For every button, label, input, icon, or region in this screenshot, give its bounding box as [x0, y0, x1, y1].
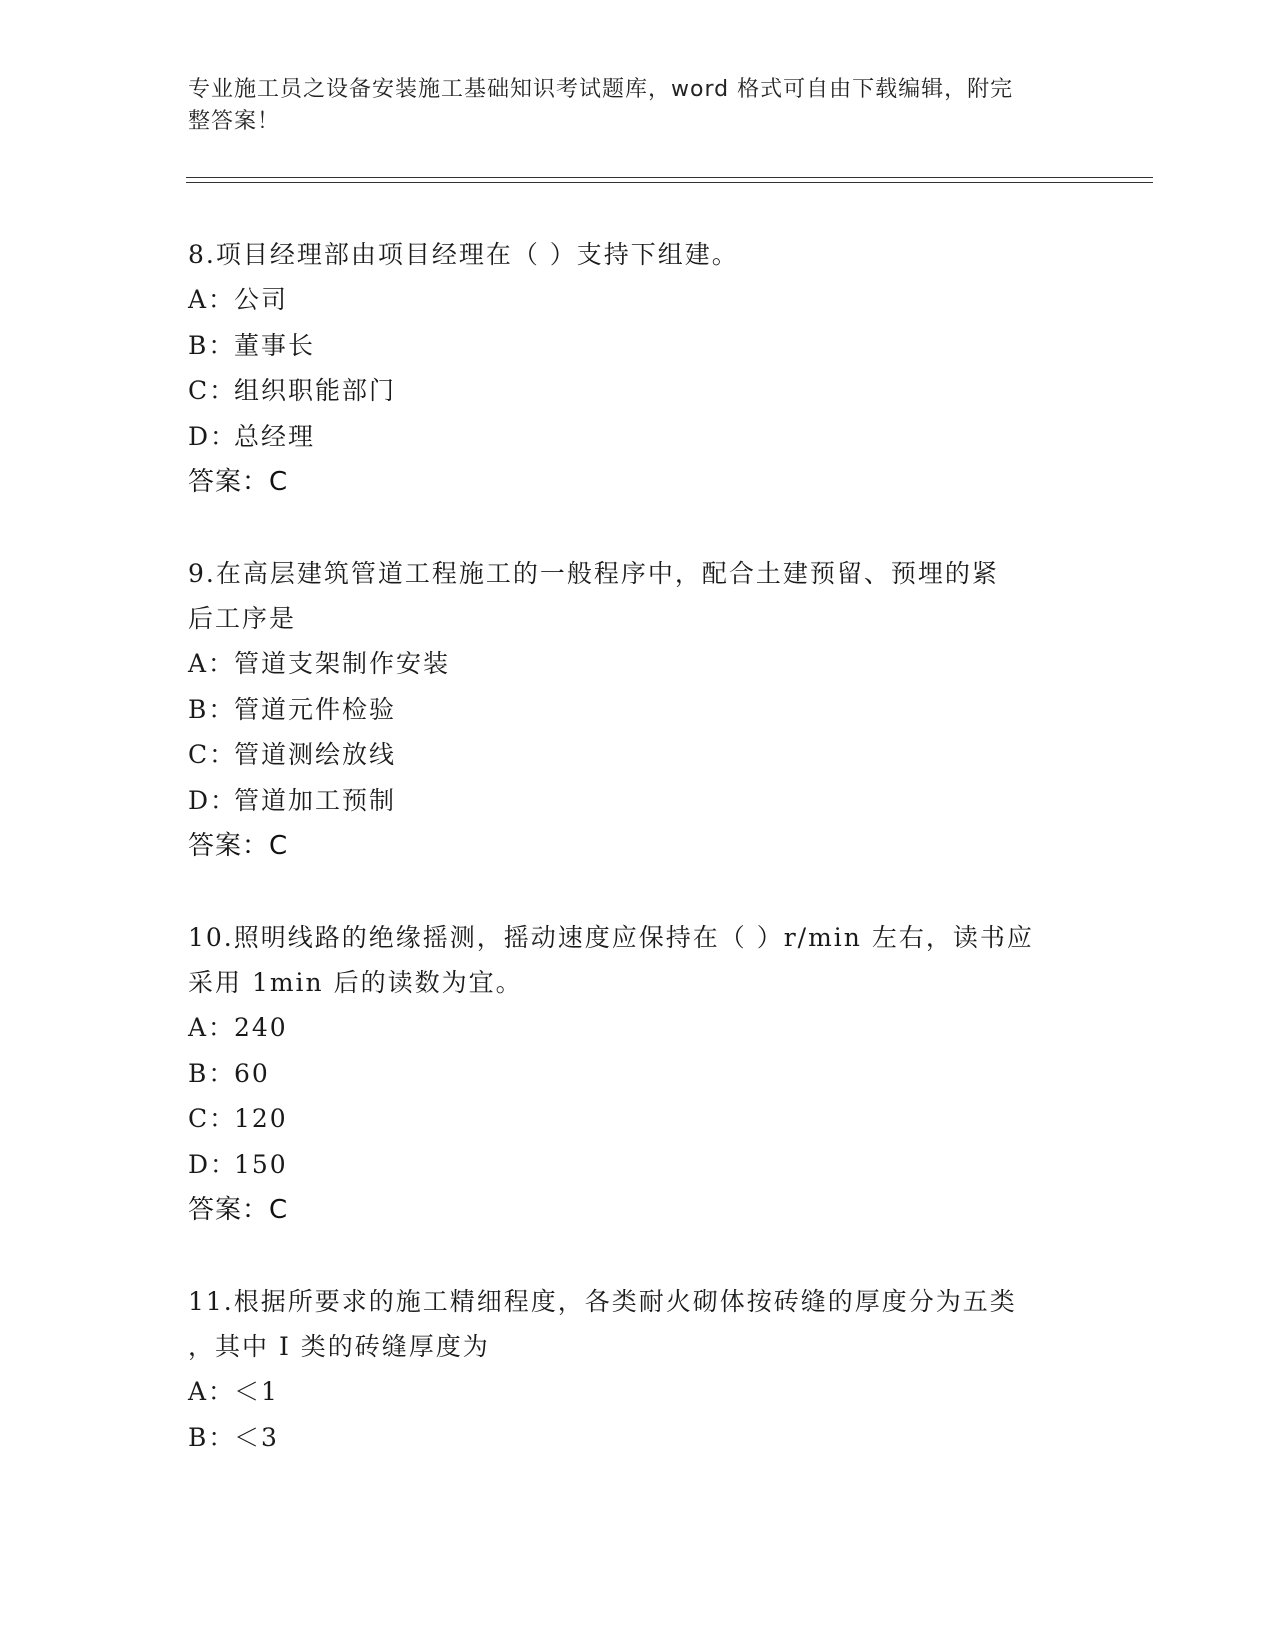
option-key: A： — [188, 285, 236, 314]
answer-label: 答案：C — [188, 467, 289, 497]
header-line-2: 整答案！ — [188, 109, 281, 134]
option-c — [188, 368, 1088, 414]
question-title-line-2: ，其中 I 类的砖缝厚度为 — [188, 1332, 490, 1361]
option-key: D： — [188, 421, 238, 451]
option-key: A： — [188, 1013, 236, 1042]
header-divider-top — [186, 177, 1153, 178]
document-header — [188, 74, 1088, 138]
option-key: C： — [188, 740, 237, 769]
option-key: B： — [188, 694, 236, 724]
header-line-1: 专业施工员之设备安装施工基础知识考试题库，word 格式可自由下载编辑，附完 — [188, 77, 1014, 102]
question-10 — [188, 915, 1088, 1233]
question-11 — [188, 1279, 1088, 1460]
option-b — [188, 1051, 1088, 1097]
option-d — [188, 414, 1088, 460]
question-9 — [188, 551, 1088, 869]
option-text: ＜1 — [234, 1377, 279, 1406]
option-text: 董事长 — [234, 330, 316, 360]
option-text: 120 — [234, 1104, 288, 1133]
option-text: 150 — [234, 1149, 288, 1179]
question-title: 8.项目经理部由项目经理在（ ）支持下组建。 — [188, 240, 739, 269]
option-text: 管道元件检验 — [234, 694, 397, 724]
option-key: B： — [188, 1422, 236, 1452]
question-title-line-2: 后工序是 — [188, 604, 297, 633]
option-a — [188, 1005, 1088, 1051]
option-text: 公司 — [234, 285, 289, 314]
answer-label: 答案：C — [188, 831, 289, 861]
question-title-line-1: 9.在高层建筑管道工程施工的一般程序中，配合土建预留、预埋的紧 — [188, 559, 999, 588]
option-b — [188, 1415, 1088, 1461]
question-title-line-2: 采用 1min 后的读数为宜。 — [188, 968, 523, 997]
option-key: A： — [188, 1377, 236, 1406]
header-divider-bottom — [186, 182, 1153, 183]
option-d — [188, 1142, 1088, 1188]
answer-label: 答案：C — [188, 1195, 289, 1225]
option-b — [188, 323, 1088, 369]
option-key: A： — [188, 649, 236, 678]
option-a — [188, 641, 1088, 687]
option-b — [188, 687, 1088, 733]
option-c — [188, 732, 1088, 778]
option-a — [188, 1369, 1088, 1415]
option-a — [188, 277, 1088, 323]
option-text: 管道测绘放线 — [234, 740, 397, 769]
option-c — [188, 1096, 1088, 1142]
option-text: 240 — [234, 1013, 288, 1042]
option-text: 组织职能部门 — [234, 376, 397, 405]
option-text: 60 — [234, 1058, 270, 1088]
option-key: B： — [188, 330, 236, 360]
option-key: C： — [188, 376, 237, 405]
option-key: D： — [188, 1149, 238, 1179]
option-key: B： — [188, 1058, 236, 1088]
option-key: D： — [188, 785, 238, 815]
question-title-line-1: 11.根据所要求的施工精细程度，各类耐火砌体按砖缝的厚度分为五类 — [188, 1287, 1017, 1316]
question-8 — [188, 232, 1088, 505]
option-text: ＜3 — [234, 1422, 279, 1452]
option-text: 管道支架制作安装 — [234, 649, 451, 678]
option-key: C： — [188, 1104, 237, 1133]
option-text: 总经理 — [234, 421, 316, 451]
question-title-line-1: 10.照明线路的绝缘摇测，摇动速度应保持在（ ）r/min 左右，读书应 — [188, 923, 1034, 952]
option-d — [188, 778, 1088, 824]
option-text: 管道加工预制 — [234, 785, 397, 815]
